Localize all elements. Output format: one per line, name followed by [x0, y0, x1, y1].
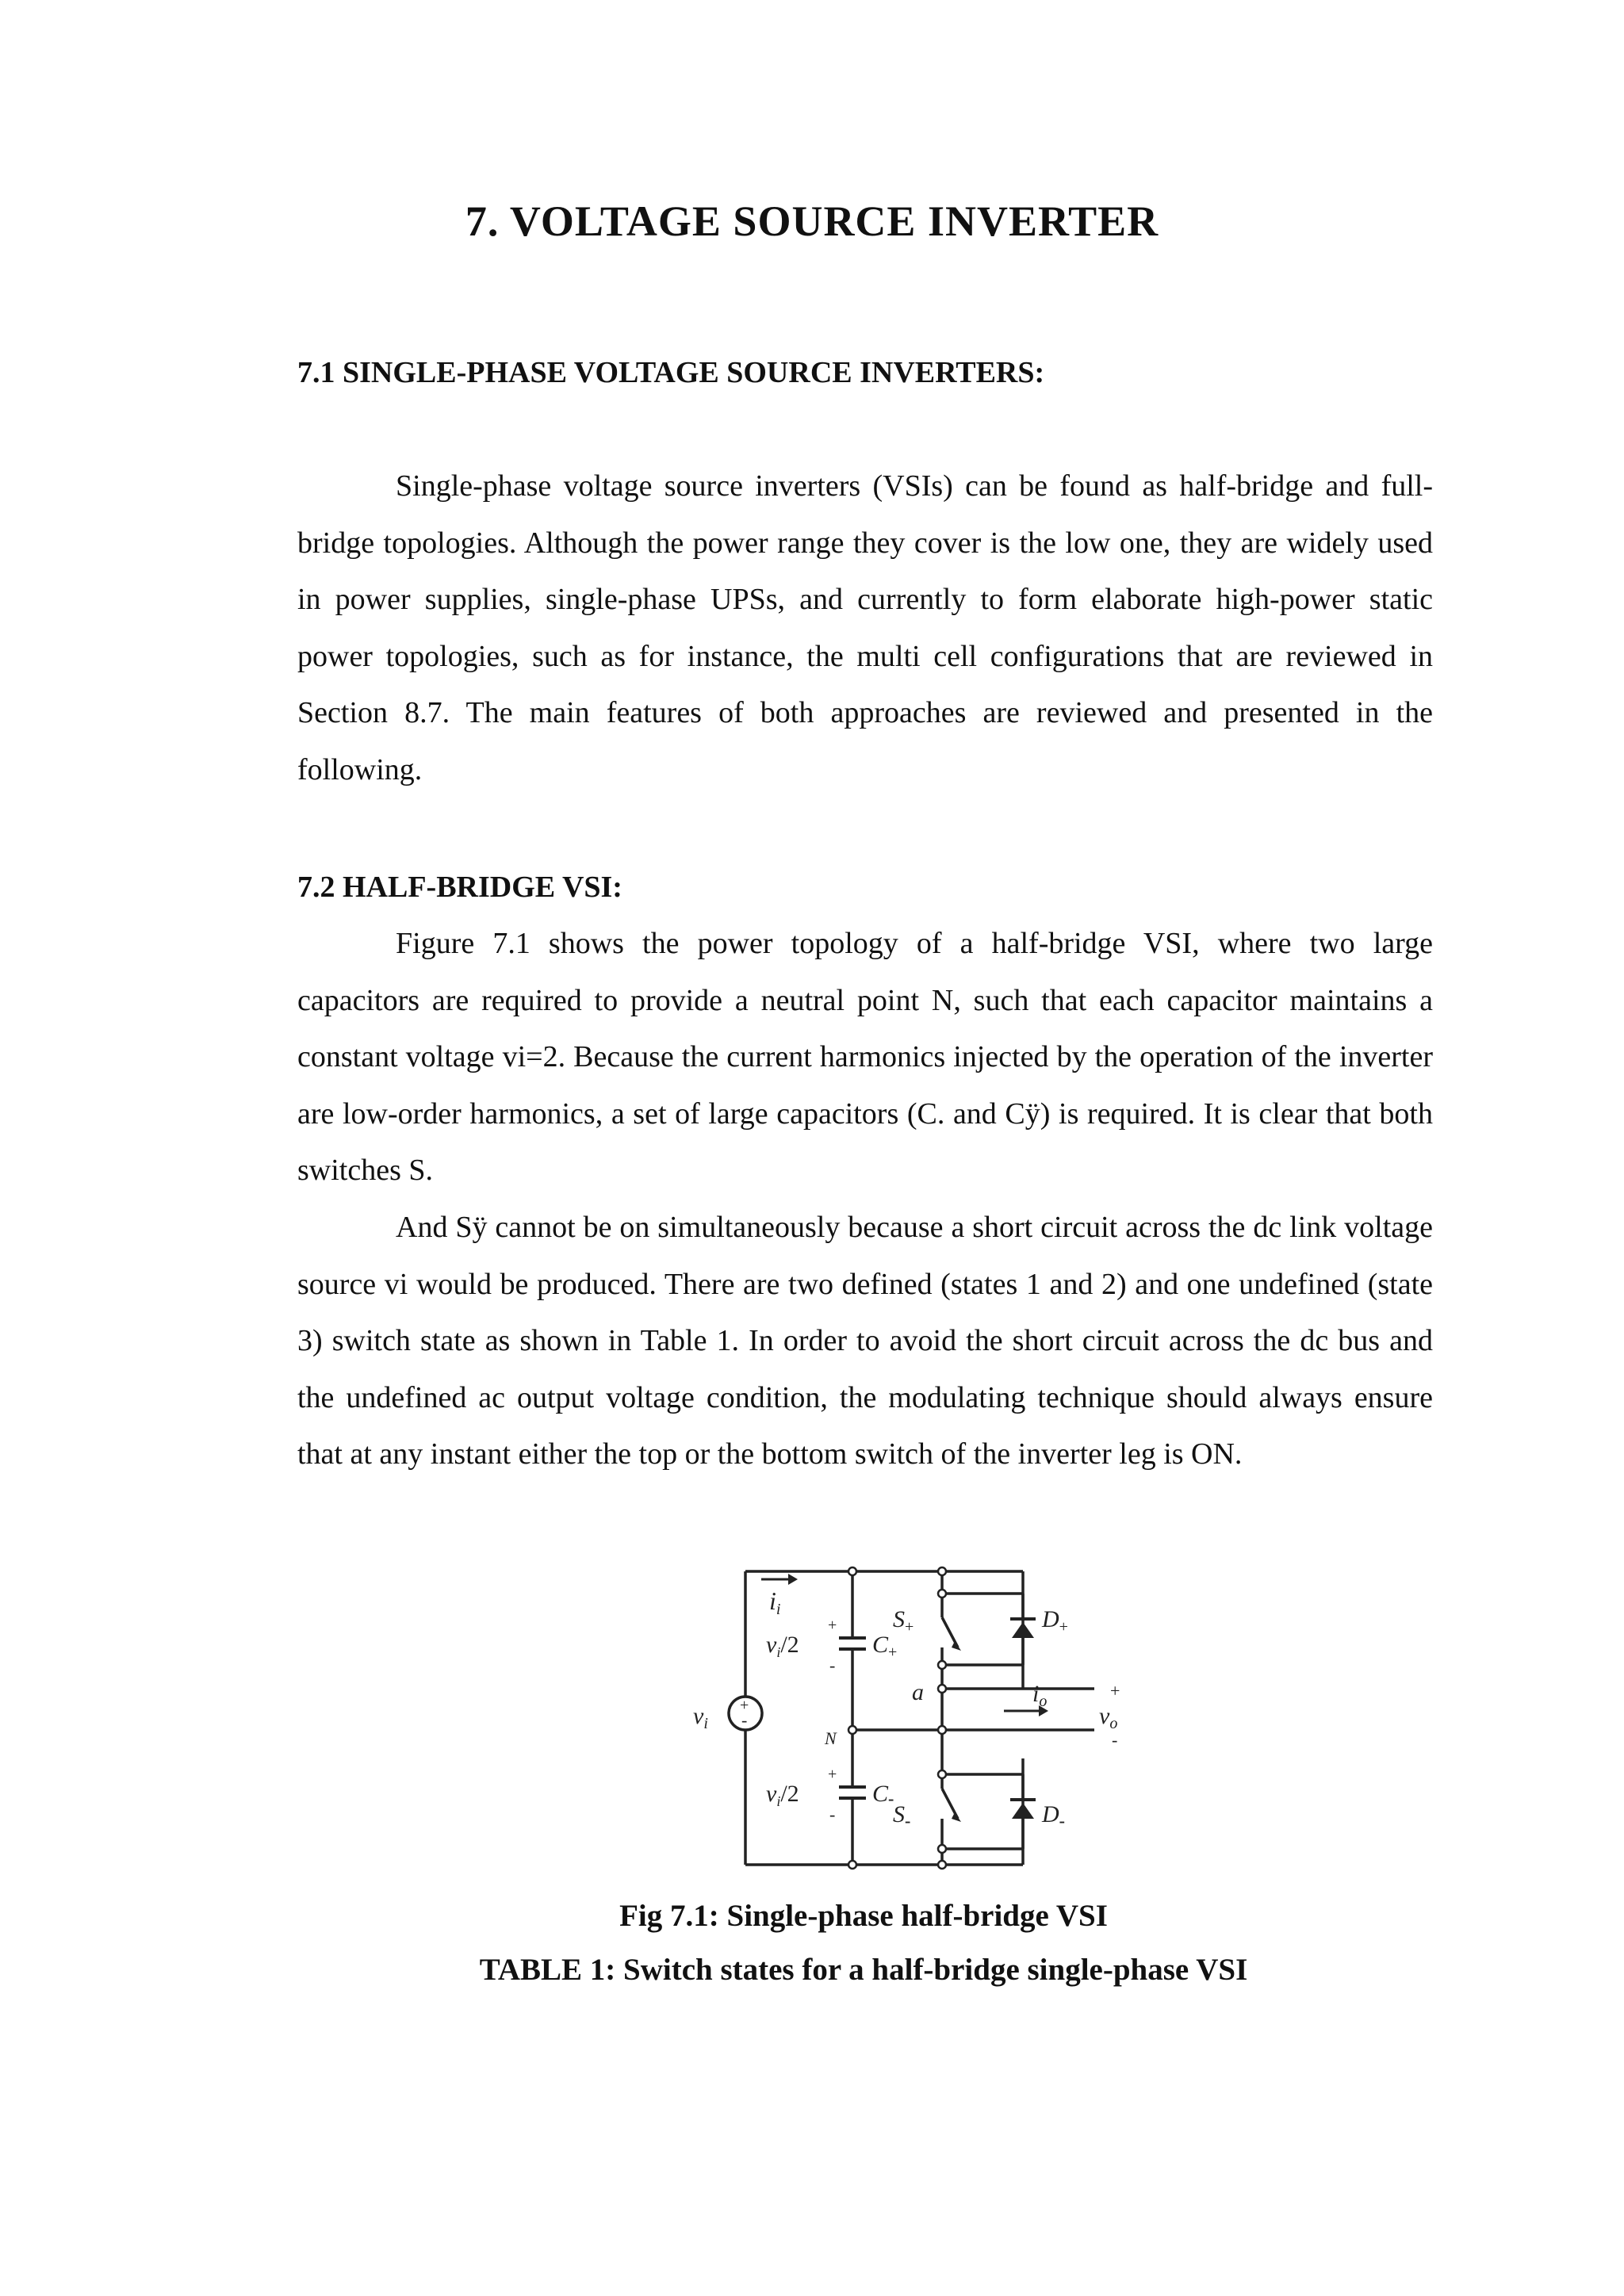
diode-d-plus [1010, 1594, 1036, 1665]
label-vo: $v_o$ [1099, 1703, 1118, 1732]
label-d-minus: $D_-$ [1042, 1801, 1065, 1831]
label-io: $i_o$ [1032, 1681, 1048, 1710]
chapter-title: 7. VOLTAGE SOURCE INVERTER [465, 197, 1159, 245]
label-node-a: a [912, 1679, 924, 1705]
label-vo-plus: + [1110, 1681, 1120, 1701]
paragraph-7-2-b: And Sÿ cannot be on simultaneously because a short circuit across the dc link voltage source vi would be produced. There are two defined (states 1 and 2) and one undefined (state 3) switch state as shown in Table 1. In order to avoid the short circuit across the dc bus and the undefined ac output voltage condition, the modulating technique should always ensure that at any instant either the top or the bottom switch of the inverter leg is ON. [297, 1211, 1433, 1471]
label-s-minus: $S_-$ [893, 1801, 911, 1831]
capacitor-c-plus [839, 1638, 866, 1649]
section-heading-7-1: 7.1 SINGLE-PHASE VOLTAGE SOURCE INVERTERS: [297, 356, 1045, 389]
half-bridge-vsi-circuit-diagram [690, 1562, 1134, 1873]
circuit-svg [690, 1562, 1134, 1873]
label-d-plus: $D_+$ [1042, 1606, 1068, 1636]
label-c-minus: C- [872, 1781, 894, 1808]
label-vhalf-top: $v_i/2$ [766, 1632, 799, 1660]
paragraph-7-1: Single-phase voltage source inverters (VSIs) can be found as half-bridge and full-bridge topologies. Although the power range they cover is the low one, they are widely used in power supplies, single-phase UPSs, and currently to form elaborate high-power static power topologies, such as for instance, the multi cell configurations that are reviewed in Section 8.7. The main features of both approaches are reviewed and presented in the following. [297, 469, 1433, 786]
label-vi: $v_i$ [693, 1703, 708, 1732]
diode-d-minus [1010, 1774, 1036, 1849]
paragraph-7-2-a: Figure 7.1 shows the power topology of a half-bridge VSI, where two large capacitors are required to provide a neutral point N, such that each capacitor maintains a constant voltage vi=2. Because the current harmonics injected by the operation of the inverter are low-order harmonics, a set of large capacitors (C. and Cÿ) is required. It is clear that both switches S. [297, 927, 1433, 1187]
capacitor-c-minus [839, 1787, 866, 1798]
dc-source-plus: + [740, 1697, 749, 1714]
input-current-arrow-icon [761, 1574, 798, 1585]
label-cap-bottom-minus: - [829, 1804, 836, 1824]
figure-caption: Fig 7.1: Single-phase half-bridge VSI [619, 1899, 1108, 1933]
label-s-plus: $S_+$ [893, 1606, 914, 1636]
label-ii: ii [769, 1586, 781, 1618]
label-cap-bottom-plus: + [828, 1766, 837, 1783]
dc-source-minus: - [741, 1710, 748, 1730]
label-c-plus: $C_+$ [872, 1632, 898, 1661]
label-cap-top-minus: - [829, 1655, 836, 1675]
label-vo-minus: - [1112, 1730, 1118, 1750]
label-vhalf-bottom: $v_i/2$ [766, 1781, 799, 1809]
table-caption: TABLE 1: Switch states for a half-bridge single-phase VSI [479, 1953, 1248, 1987]
label-node-n: N [825, 1728, 837, 1748]
label-cap-top-plus: + [828, 1617, 837, 1634]
section-heading-7-2: 7.2 HALF-BRIDGE VSI: [297, 871, 622, 904]
